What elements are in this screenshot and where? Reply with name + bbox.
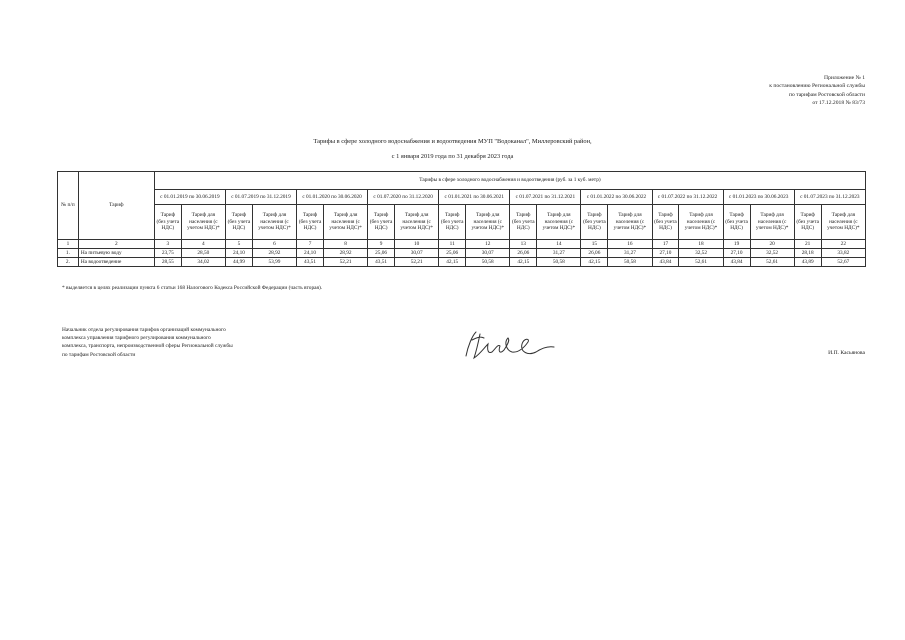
document-subtitle: с 1 января 2019 года по 31 декабря 2023 года [391, 153, 514, 160]
subheader-tariff-population: Тариф для населения (с учетом НДС)* [395, 205, 439, 240]
tariff-value: 43,84 [723, 258, 750, 267]
row-number: 2. [58, 258, 79, 267]
column-number: 5 [225, 240, 252, 249]
tariff-value: 27,10 [723, 249, 750, 258]
column-number: 2 [78, 240, 154, 249]
period-header: с 01.07.2019 по 31.12.2019 [225, 190, 296, 205]
subheader-tariff-no-vat: Тариф (без учета НДС) [652, 205, 679, 240]
column-number: 8 [324, 240, 368, 249]
signatory-line: по тарифам Ростовской области [62, 351, 136, 358]
tariff-value: 27,10 [652, 249, 679, 258]
tariff-value: 43,51 [368, 258, 395, 267]
tariff-value: 32,52 [679, 249, 723, 258]
subheader-tariff-population: Тариф для населения (с учетом НДС)* [608, 205, 652, 240]
tariff-value: 52,21 [395, 258, 439, 267]
tariff-value: 43,89 [794, 258, 821, 267]
tariff-value: 28,50 [181, 249, 225, 258]
column-number: 9 [368, 240, 395, 249]
appendix-line: по тарифам Ростовской области [789, 91, 865, 98]
tariff-value: 31,27 [537, 249, 581, 258]
tariff-value: 28,55 [154, 258, 181, 267]
appendix-line: Приложение № 1 [824, 75, 865, 81]
tariff-value: 42,15 [510, 258, 537, 267]
tariff-value: 30,07 [466, 249, 510, 258]
row-name: На питьевую воду [78, 249, 154, 258]
column-number: 21 [794, 240, 821, 249]
row-name: На водоотведение [78, 258, 154, 267]
header-number: № п/п [58, 172, 79, 240]
subheader-tariff-no-vat: Тариф (без учета НДС) [439, 205, 466, 240]
column-number: 1 [58, 240, 79, 249]
subheader-tariff-no-vat: Тариф (без учета НДС) [297, 205, 324, 240]
period-header: с 01.01.2021 по 30.06.2021 [439, 190, 510, 205]
column-number: 22 [821, 240, 865, 249]
tariff-value: 42,15 [439, 258, 466, 267]
tariff-value: 28,92 [252, 249, 296, 258]
row-number: 1. [58, 249, 79, 258]
header-tariff: Тариф [78, 172, 154, 240]
tariff-value: 28,92 [324, 249, 368, 258]
column-number: 7 [297, 240, 324, 249]
tariff-value: 52,61 [750, 258, 794, 267]
tariff-value: 30,07 [395, 249, 439, 258]
subheader-tariff-population: Тариф для населения (с учетом НДС)* [324, 205, 368, 240]
column-number: 3 [154, 240, 181, 249]
column-number: 6 [252, 240, 296, 249]
tariff-value: 52,67 [821, 258, 865, 267]
tariff-value: 52,61 [679, 258, 723, 267]
tariff-value: 42,15 [581, 258, 608, 267]
subheader-tariff-no-vat: Тариф (без учета НДС) [225, 205, 252, 240]
subheader-tariff-population: Тариф для населения (с учетом НДС)* [821, 205, 865, 240]
appendix-line: от 17.12.2018 № 83/73 [812, 99, 865, 106]
tariff-value: 26,06 [581, 249, 608, 258]
tariff-value: 24,10 [297, 249, 324, 258]
tariff-table [57, 171, 866, 267]
tariff-value: 31,27 [608, 249, 652, 258]
tariff-value: 25,06 [439, 249, 466, 258]
subheader-tariff-no-vat: Тариф (без учета НДС) [723, 205, 750, 240]
appendix-note [769, 74, 865, 107]
tariff-value: 43,51 [297, 258, 324, 267]
tariff-value: 28,18 [794, 249, 821, 258]
column-number: 19 [723, 240, 750, 249]
tariff-value: 53,99 [252, 258, 296, 267]
period-header: с 01.01.2023 по 30.06.2023 [723, 190, 794, 205]
column-number: 14 [537, 240, 581, 249]
tariff-value: 50,58 [608, 258, 652, 267]
subheader-tariff-no-vat: Тариф (без учета НДС) [154, 205, 181, 240]
signatory-line: комплекса управления тарифного регулирования коммунального [62, 335, 211, 342]
signatory-line: Начальник отдела регулирования тарифов организаций коммунального [62, 327, 226, 333]
column-number: 11 [439, 240, 466, 249]
tariff-value: 43,84 [652, 258, 679, 267]
signatory-line: комплекса, транспорта, непроизводственной сферы Региональной службы [62, 343, 233, 350]
period-header: с 01.07.2020 по 31.12.2020 [368, 190, 439, 205]
subheader-tariff-population: Тариф для населения (с учетом НДС)* [181, 205, 225, 240]
table-row [58, 249, 866, 258]
period-header: с 01.07.2021 по 31.12.2021 [510, 190, 581, 205]
signatory-position [62, 326, 233, 359]
column-number: 10 [395, 240, 439, 249]
column-number: 12 [466, 240, 510, 249]
subheader-tariff-no-vat: Тариф (без учета НДС) [368, 205, 395, 240]
subheader-tariff-population: Тариф для населения (с учетом НДС)* [750, 205, 794, 240]
footnote: * выделяется в целях реализации пункта 6 статьи 168 Налогового Кодекса Российской Федерации (часть вторая). [62, 285, 323, 291]
column-number: 17 [652, 240, 679, 249]
appendix-line: к постановлению Региональной службы [769, 83, 865, 90]
tariff-value: 50,58 [466, 258, 510, 267]
subheader-tariff-population: Тариф для населения (с учетом НДС)* [252, 205, 296, 240]
column-number: 13 [510, 240, 537, 249]
subheader-tariff-population: Тариф для населения (с учетом НДС)* [466, 205, 510, 240]
tariff-value: 24,10 [225, 249, 252, 258]
tariff-value: 44,99 [225, 258, 252, 267]
column-number: 4 [181, 240, 225, 249]
tariff-value: 34,02 [181, 258, 225, 267]
tariff-value: 50,58 [537, 258, 581, 267]
column-number: 15 [581, 240, 608, 249]
tariff-value: 33,82 [821, 249, 865, 258]
document-title: Тарифы в сфере холодного водоснабжения и водоотведения МУП "Водоканал", Миллеровский район, [313, 138, 592, 145]
column-number: 20 [750, 240, 794, 249]
column-number: 18 [679, 240, 723, 249]
period-header: с 01.07.2023 по 31.12.2023 [794, 190, 865, 205]
header-group: Тарифы в сфере холодного водоснабжения и водоотведения (руб. за 1 куб. метр) [154, 172, 865, 190]
subheader-tariff-no-vat: Тариф (без учета НДС) [794, 205, 821, 240]
tariff-value: 23,75 [154, 249, 181, 258]
subheader-tariff-population: Тариф для населения (с учетом НДС)* [679, 205, 723, 240]
tariff-value: 25,06 [368, 249, 395, 258]
subheader-tariff-population: Тариф для населения (с учетом НДС)* [537, 205, 581, 240]
handwritten-signature [458, 326, 558, 364]
table-row [58, 258, 866, 267]
tariff-value: 52,21 [324, 258, 368, 267]
period-header: с 01.01.2019 по 30.06.2019 [154, 190, 225, 205]
subheader-tariff-no-vat: Тариф (без учета НДС) [510, 205, 537, 240]
tariff-value: 26,06 [510, 249, 537, 258]
signer-name: И.П. Касьянова [828, 350, 865, 356]
period-header: с 01.07.2022 по 31.12.2022 [652, 190, 723, 205]
subheader-tariff-no-vat: Тариф (без учета НДС) [581, 205, 608, 240]
column-number: 16 [608, 240, 652, 249]
period-header: с 01.01.2022 по 30.06.2022 [581, 190, 652, 205]
period-header: с 01.01.2020 по 30.06.2020 [297, 190, 368, 205]
tariff-value: 32,52 [750, 249, 794, 258]
